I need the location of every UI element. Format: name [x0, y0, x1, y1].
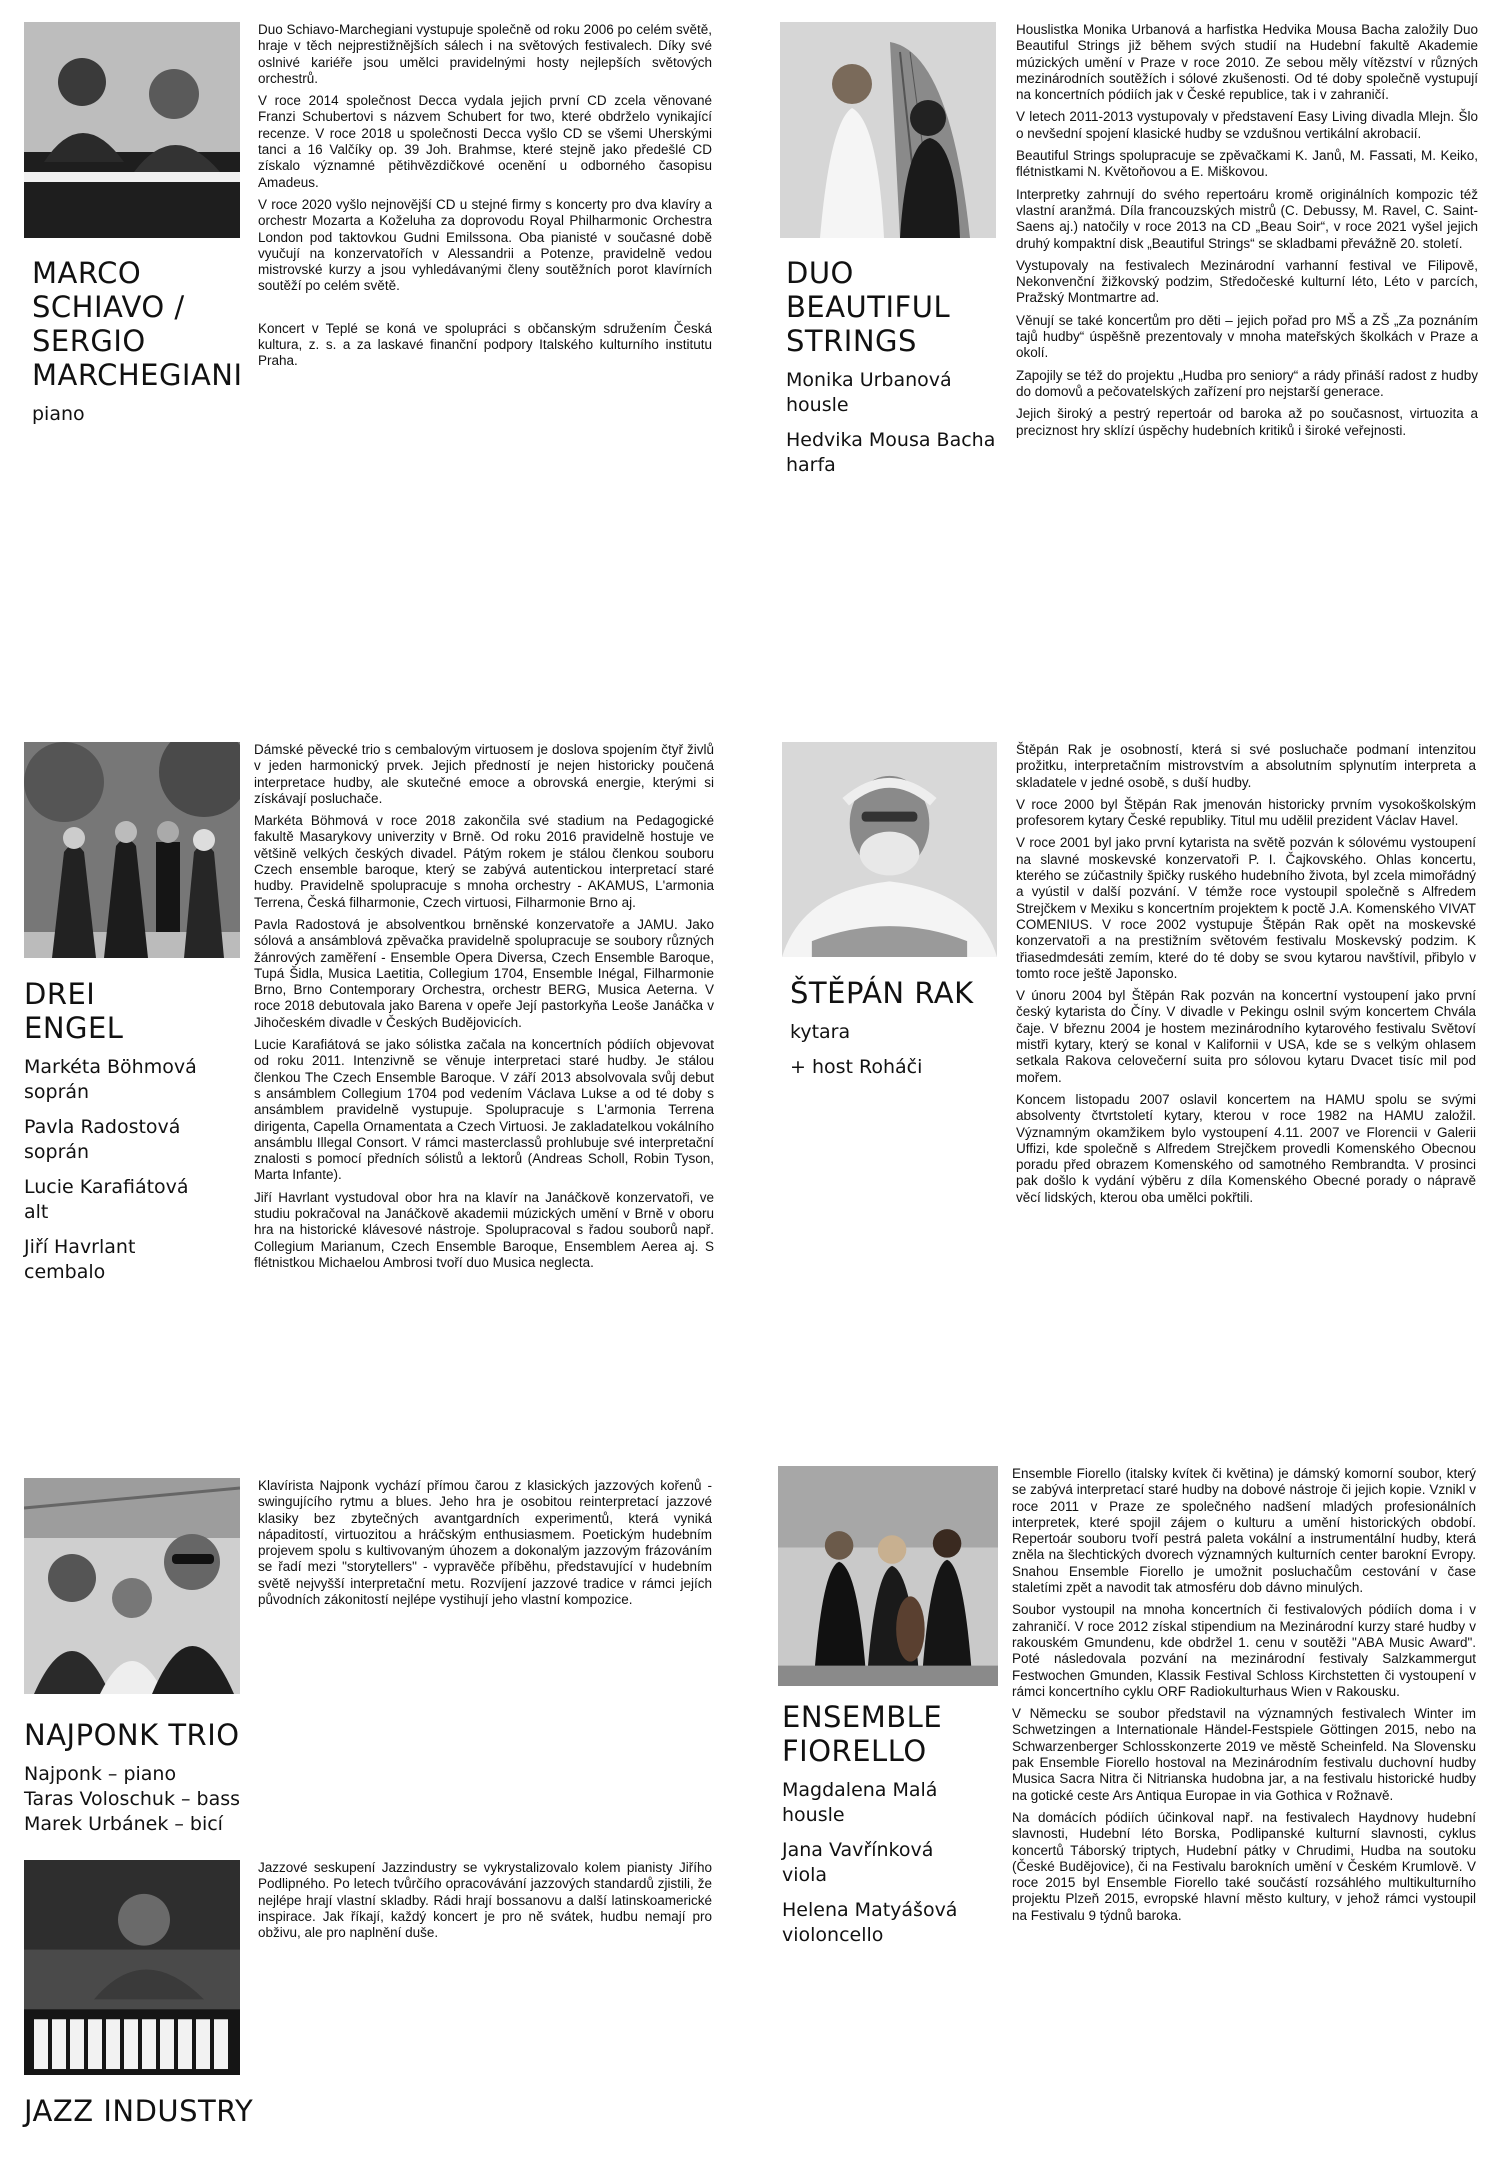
bio-paragraph: Markéta Böhmová v roce 2018 zakončila své stadium na Pedagogické fakultě Masarykovy univerzity v Brně. Od roku 2016 pravidelně hostuje ve většině velkých českých divadel. Pátým rokem je stálou členkou souboru Czech ensemble baroque, který se zabývá autentickou interpretací staré hudby. Pravidelně spolupracuje s mnoha orchestry - AKAMUS, L'armonia Terrena, Česká filharmonie, Czech virtuosi, Filharmonie Brno aj.	[254, 813, 714, 910]
bio-paragraph: Beautiful Strings spolupracuje se zpěvačkami K. Janů, M. Fassati, M. Keiko, flétnistkami N. Květoňovou a E. Miškovou.	[1016, 148, 1478, 180]
artist-name: ENSEMBLE FIORELLO	[782, 1700, 943, 1768]
bio-schiavo	[258, 22, 712, 376]
member-name: Magdalena Malá	[782, 1779, 938, 1801]
instrument-label: kytara	[790, 1021, 851, 1043]
member	[782, 1838, 1012, 1888]
member-role: harfa	[786, 454, 836, 476]
bio-paragraph: Duo Schiavo-Marchegiani vystupuje společně od roku 2006 po celém světě, hraje v těch nejprestižnějších sálech i na světových festivalech. Díky své oslnivé kariéře jsou umělci pravidelnými hosty nejlepších světových orchestrů.	[258, 22, 713, 86]
artist-name: MARCO SCHIAVO / SERGIO MARCHEGIANI	[32, 256, 243, 392]
artist-block-rak	[790, 976, 1010, 1080]
artist-block-jazz	[24, 2094, 284, 2138]
photo-jazz-industry	[24, 1860, 240, 2075]
member-role: alt	[24, 1201, 49, 1223]
bio-paragraph: Zapojily se též do projektu „Hudba pro seniory“ a rády přináší radost z hudby do domovů a pečovatelských zařízení pro nejstarší generace.	[1016, 367, 1478, 399]
member-role: viola	[782, 1864, 828, 1886]
bio-paragraph: Koncert v Teplé se koná ve spolupráci s občanským sdružením Česká kultura, z. s. a za laskavé finanční podpory Italského kulturního institutu Praha.	[258, 320, 712, 369]
bio-paragraph: V roce 2000 byl Štěpán Rak jmenován historicky prvním vysokoškolským profesorem kytary České republiky. Titul mu udělil prezident Václav Havel.	[1016, 796, 1476, 829]
bio-paragraph: V únoru 2004 byl Štěpán Rak pozván na koncertní vystoupení jako první český kytarista do Číny. V divadle v Pekingu oslnil svým koncertem Chvála čaje. V březnu 2004 je hostem mezinárodního kytarového festivalu Světoví mistři kytary, který se konal v Kalifornii v USA, kde se s velkým ohlasem setkala Rakova celovečerní suita pro sólovou kytaru Dvacet tisíc mil pod mořem.	[1016, 988, 1476, 1085]
member-role: violoncello	[782, 1924, 884, 1946]
artist-block-fiorello	[782, 1700, 1012, 1958]
bio-paragraph: Houslistka Monika Urbanová a harfistka Hedvika Mousa Bacha založily Duo Beautiful Strings již během svých studií na Hudební fakultě Akademie múzických umění v Praze v roce 2010. Ze sebou měly vítězství v různých mezinárodních soutěžích i sólové zkušenosti. Od té doby společně vystupují na koncertních pódiích jak v České republice, tak i v zahraničí.	[1016, 22, 1478, 103]
bio-fiorello	[1012, 1466, 1476, 1930]
member-name: Markéta Böhmová	[24, 1056, 197, 1078]
member-name: Lucie Karafiátová	[24, 1176, 189, 1198]
member	[24, 1055, 244, 1105]
member-name: Hedvika Mousa Bacha	[786, 429, 996, 451]
member	[786, 368, 1016, 418]
bio-paragraph: Věnují se také koncertům pro děti – jejich pořad pro MŠ a ZŠ „Za poznáním tajů hudby“ úspěšně prezentovaly v mnoha mateřských školkách v Praze a okolí.	[1016, 312, 1478, 361]
photo-duo-beautiful-strings	[780, 22, 996, 238]
bio-paragraph: Dámské pěvecké trio s cembalovým virtuosem je doslova spojením čtyř živlů v jeden harmonický prvek. Jejich předností je nejen historicky poučená interpretace hudby, ale skutečné emoce a obrovská energie, kterými si získávají posluchače.	[254, 742, 714, 806]
bio-duo	[1016, 22, 1478, 445]
member-name: Monika Urbanová	[786, 369, 952, 391]
bio-paragraph: Jejich široký a pestrý repertoár od baroka až po současnost, virtuozita a preciznost hry sklízí úspěchy hudebních kritiků i široké veřejnosti.	[1016, 406, 1478, 438]
member-line: Taras Voloschuk – bass	[24, 1788, 241, 1810]
member	[24, 1175, 244, 1225]
member	[782, 1898, 1012, 1948]
photo-schiavo-marchegiani	[24, 22, 240, 238]
artist-block-schiavo	[32, 256, 242, 427]
bio-paragraph: Jazzové seskupení Jazzindustry se vykrystalizovalo kolem pianisty Jiřího Podlipného. Po letech tvůrčího opracovávání jazzových standardů zjistili, že nejlépe hrají vlastní skladby. Rádi hrají bossanovu a další latinskoamerické inspirace. Jak říkají, každý koncert je pro ně svátek, hudbu nemají pro obživu, ale pro naplnění duše.	[258, 1860, 712, 1941]
member-role: housle	[786, 394, 849, 416]
member-line: Marek Urbánek – bicí	[24, 1813, 223, 1835]
member	[24, 1115, 244, 1165]
member-name: Jana Vavřínková	[782, 1839, 934, 1861]
member-name: Helena Matyášová	[782, 1899, 958, 1921]
instrument-label: piano	[32, 403, 85, 425]
member-name: Pavla Radostová	[24, 1116, 181, 1138]
member	[782, 1778, 1012, 1828]
bio-paragraph: V roce 2001 byl jako první kytarista na světě pozván k sólovému vystoupení na slavné moskevské konzervatoři P. I. Čajkovského. Ohlas koncertu, kterého se zúčastnily špičky ruského hudebního života, byl zcela mimořádný a vyústil v další pozvání. V témže roce vystoupil společně s Alfredem Strejčkem v Mexiku s koncertním projektem k poctě J.A. Komenského VIVAT COMENIUS. V roce 2002 vystupuje Štěpán Rak opět na moskevské konzervatoři a na prestižním světovém festivalu Moskevský podzim. K třiasedmdesáti zemím, které do té doby se svou kytarou navštívil, přibylo v tomto roce ještě Japonsko.	[1016, 835, 1476, 981]
artist-block-duo	[786, 256, 1016, 488]
photo-ensemble-fiorello	[778, 1466, 998, 1686]
bio-paragraph: V letech 2011-2013 vystupovaly v představení Easy Living divadla Mlejn. Šlo o nevšední spojení klasické hudby se vzdušnou vertikální akrobacií.	[1016, 109, 1478, 141]
bio-rak	[1016, 742, 1476, 1212]
artist-name: DUO BEAUTIFUL STRINGS	[786, 256, 951, 358]
bio-paragraph: Klavírista Najponk vychází přímou čarou z klasických jazzových kořenů - swingujícího rytmu a blues. Jeho hra je osobitou reinterpretací jazzové klasiky bez zbytečných avantgardních experimentů, která vyniká nápaditostí, virtuozitou a hráčským enthusiasmem. Poetickým hudebním projevem spolu s kultivovaným úhozem a dokonalým jazzovým frázováním se řadí mezi "storytellers" - vypravěče příběhu, představující v hudebním světě nejvyšší interpretační metu. Rozvíjení jazzové tradice v rámci jejích původních zákonitostí nejlépe vystihují jeho vlastní kompozice.	[258, 1478, 712, 1608]
member-role: soprán	[24, 1081, 90, 1103]
artist-name: NAJPONK TRIO	[24, 1718, 240, 1752]
artist-name: JAZZ INDUSTRY	[24, 2094, 254, 2128]
photo-drei-engel	[24, 742, 240, 958]
artist-name: ŠTĚPÁN RAK	[790, 976, 974, 1010]
bio-paragraph: Lucie Karafiátová se jako sólistka začala na koncertních pódiích objevovat od roku 2011. Intenzivně se věnuje interpretaci staré hudby. Je stálou členkou The Czech Ensemble Baroque. V září 2013 absolvovala svůj debut s ansámblem Collegium 1704 pod vedením Václava Lukse a od té doby s ansámblem pravidelně vystupuje. Spolupracuje s L'armonia Terrena dirigenta, Capella Ornamentata a Czech Virtuosi. Je zakladatelkou vokálního ansámblu Illegal Consort. V rámci masterclassů prohlubuje své interpretační znalosti s pomocí předních sólistů a lektorů (Andreas Scholl, Robin Tyson, Marta Infante).	[254, 1037, 714, 1183]
member-line: Najponk – piano	[24, 1763, 177, 1785]
member	[24, 1235, 244, 1285]
bio-najponk	[258, 1478, 712, 1614]
artist-name: DREI ENGEL	[24, 977, 124, 1045]
artist-block-najponk	[24, 1718, 254, 1837]
bio-paragraph: V roce 2020 vyšlo nejnovější CD u stejné firmy s koncerty pro dva klavíry a orchestr Mozarta a Koželuha za doprovodu Royal Philharmonic Orchestra London pod taktovkou Gudni Emilssona. Oba pianisté v současné době vyučují na konzervatořích v Alessandrii a Potenze, pravidelně vedou mistrovské kurzy a jsou vyhledávanými členy soutěžních porot klavírních soutěží po celém světě.	[258, 196, 712, 294]
bio-engel	[254, 742, 714, 1277]
bio-paragraph: V Německu se soubor představil na významných festivalech Winter im Schwetzingen a Internationale Händel-Festspiele Göttingen 2015, nebo na Schwarzenberger Schlosskonzerte 2019 ve městě Scheinfeld. Na Slovensku pak Ensemble Fiorello hostoval na Mezinárodním festivalu duchovní hudby Musica Sacra Nitra či Nitrianska hudobna jar, a na festivalu historické hudby na gotické ceste Ars Antiqua Europae in via Gothica v Rožnavě.	[1012, 1706, 1476, 1803]
bio-paragraph: Ensemble Fiorello (italsky kvítek či květina) je dámský komorní soubor, který se zabývá interpretací staré hudby na dobové nástroje či jejich kopie. Vznikl v roce 2011 v Praze ze společného nadšení mladých profesionálních interpretek, které spojil zájem o kulturu a umění historických období. Repertoár souboru tvoří pestrá paleta vokální a instrumentální hudby, která zněla na šlechtických dvorech významných kulturních center barokní Evropy. Snahou Ensemble Fiorello je umožnit posluchačům cestování v čase staletími zpět a navodit tak atmosféru dob dávno minulých.	[1012, 1466, 1476, 1596]
bio-paragraph: Jiří Havrlant vystudoval obor hra na klavír na Janáčkově konzervatoři, ve studiu pokračoval na Janáčkově akademii múzických umění v Brně v oboru hra na historické klávesové nástroje. Spolupracoval s řadou souborů např. Collegium Marianum, Czech Ensemble Baroque, Ensemblem Aerea aj. S flétnistkou Michaelou Ambrosi tvoří duo Musica neglecta.	[254, 1189, 714, 1270]
bio-paragraph: Vystupovaly na festivalech Mezinárodní varhanní festival ve Filipově, Nekonvenční žižkovský podzim, Středočeské kulturní léto, Léto v parcích, Pražský Montmartre ad.	[1016, 257, 1478, 306]
bio-paragraph: Koncem listopadu 2007 oslavil koncertem na HAMU spolu se svými absolventy čtvrtstoletí kytary, kterou v roce 1982 na HAMU založil. Významným okamžikem bylo vystoupení 4.11. 2007 ve Florencii v Galerii Uffizi, kde společně s Alfredem Strejčkem provedli Komenského Obecnou poradu před obrazem Komenského od samotného Rembrandta. V prosinci pak došlo k vydání výběru z díla Komenského Obecné porady o nápravě věcí lidských, kterou oba umělci pokřtili.	[1016, 1091, 1476, 1205]
bio-paragraph: Interpretky zahrnují do svého repertoáru kromě originálních kompozic též vlastní aranžmá. Díla francouzských mistrů (C. Debussy, M. Ravel, C. Saint-Saens aj.) natočily v roce 2013 na CD „Beau Soir“, v roce 2021 vyšel jejich druhý kompaktní disk „Beautiful Strings“ se skladbami převážně 20. století.	[1016, 186, 1478, 251]
bio-paragraph: Na domácích pódiích účinkoval např. na festivalech Haydnovy hudební slavnosti, Hudební léto Borska, Podlipanské kulturní slavnosti, cyklus koncertů Táborský triptych, Hudební pátky v Chrudimi, Hudba na soutoku (České Budějovice), či na Festivalu barokních umění v Českém Krumlově. V roce 2015 byl Ensemble Fiorello také součástí rozsáhlého multikulturního projektu Plzeň 2015, evropské hlavní město kultury, v jehož rámci vystoupil na Festivalu 9 týdnů baroka.	[1012, 1809, 1476, 1923]
bio-paragraph: V roce 2014 společnost Decca vydala jejich první CD zcela věnované Franzi Schubertovi s názvem Schubert for two, které obdrželo vynikající recenze. V roce 2018 u společnosti Decca vyšlo CD se všemi Uherskými tanci a 16 Valčíky op. 39 Joh. Brahmse, které stejně jako předešlé CD získalo významné pětihvězdičkové ocenění u odborného časopisu Amadeus.	[258, 93, 712, 190]
member-role: housle	[782, 1804, 845, 1826]
photo-stepan-rak	[782, 742, 997, 957]
member	[786, 428, 1016, 478]
bio-jazz	[258, 1860, 712, 1947]
bio-paragraph: Štěpán Rak je osobností, která si své posluchače podmaní intenzitou prožitku, interpretačním mistrovstvím a absolutním splynutím interpreta a skladatele v jedné osobě, s duší hudby.	[1016, 742, 1476, 790]
member-role: cembalo	[24, 1261, 106, 1283]
guest-label: + host Roháči	[790, 1056, 923, 1078]
member-role: soprán	[24, 1141, 90, 1163]
bio-paragraph: Soubor vystoupil na mnoha koncertních či festivalových pódiích doma i v zahraničí. V roce 2012 získal stipendium na Mezinárodní kurzy staré hudby v rakouském Gmundenu, kde obdržel 1. cenu v soutěži "ABA Music Award". Poté následovala pozvání na mezinárodní festivaly Salzkammergut Festwochen Gmunden, Klassik Festival Schloss Kirchstetten či vystoupení v rámci koncertního cyklu ORF Radiokulturhaus Wien v Rakousku.	[1012, 1602, 1476, 1699]
member-name: Jiří Havrlant	[24, 1236, 136, 1258]
artist-block-engel	[24, 977, 244, 1295]
bio-paragraph: Pavla Radostová je absolventkou brněnské konzervatoře a JAMU. Jako sólová a ansámblová zpěvačka pravidelně spolupracuje se soubory různých žánrových zaměření - Ensemble Opera Diversa, Czech Ensemble Baroque, Tupá Šidla, Musica Laetitia, Collegium 1704, Ensemble Inégal, Filharmonie Brno, Brno Contemporary Orchestra, orchestr BERG, Musica Aeterna. V roce 2018 debutovala jako Barena v opeře Její pastorkyňa Leoše Janáčka v Jihočeském divadle v Českých Budějovicích.	[254, 916, 714, 1030]
photo-najponk-trio	[24, 1478, 240, 1694]
